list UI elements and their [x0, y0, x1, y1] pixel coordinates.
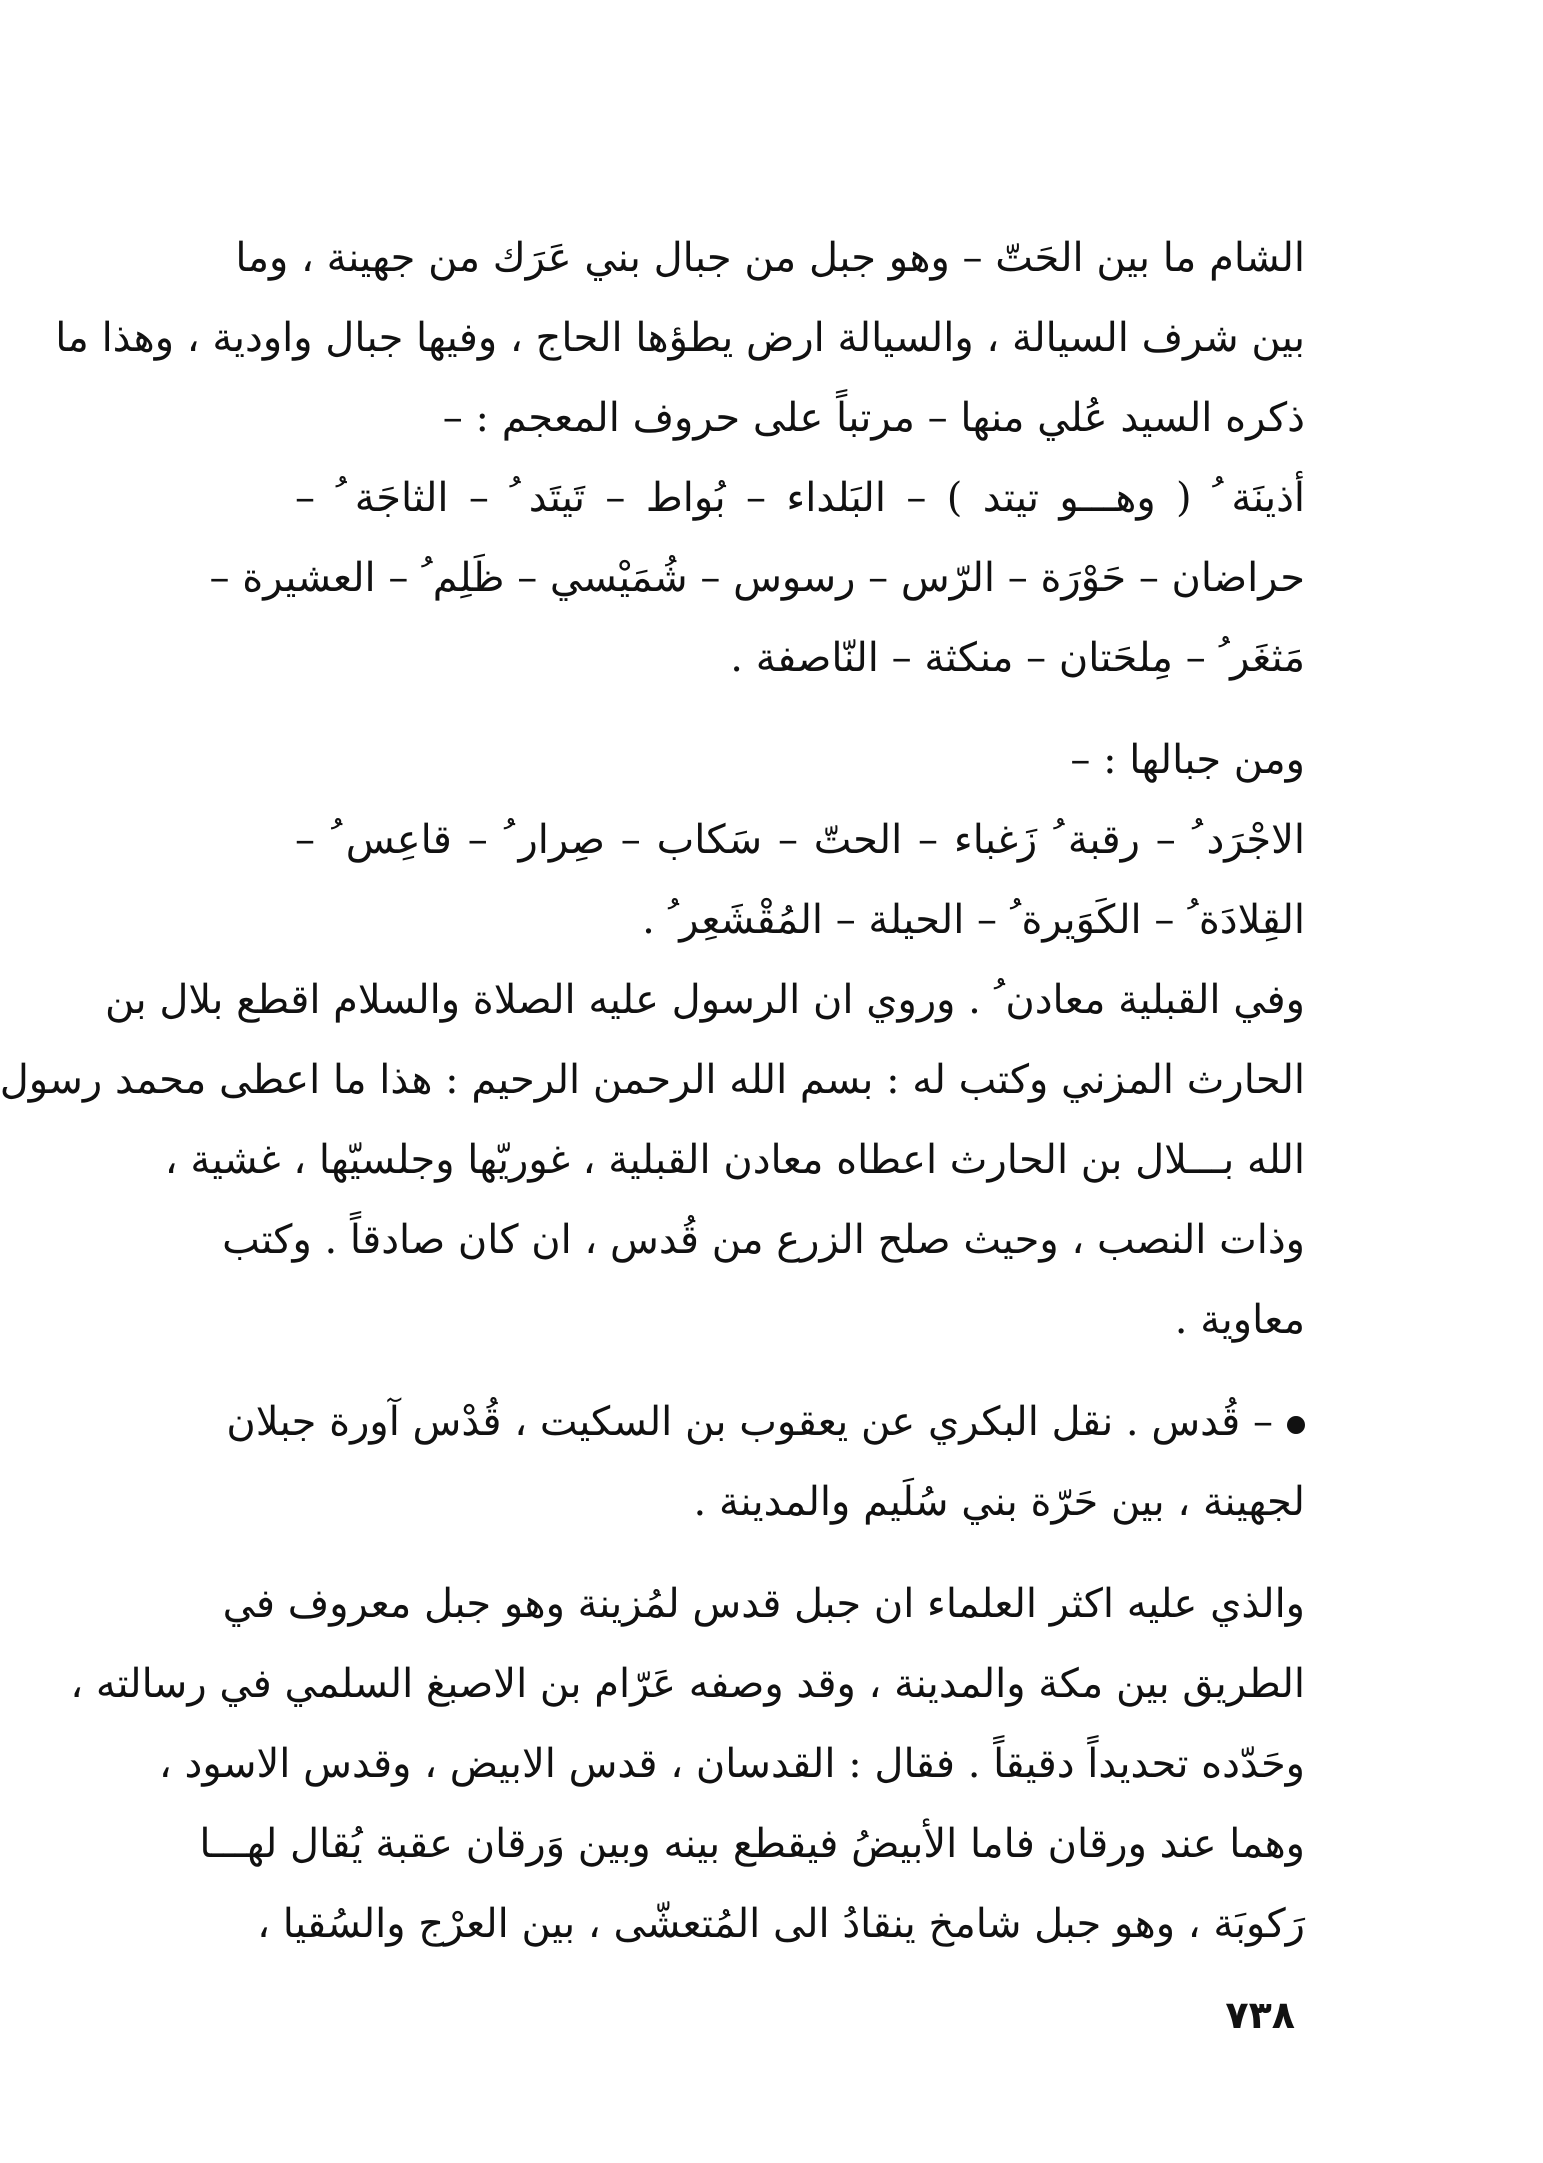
text-line: حراضان – حَوْرَة – الرّس – رسوس – شُمَيْسي – ظَلِم ُ – العشيرة – — [209, 555, 1305, 601]
paragraph-gap — [295, 698, 1305, 720]
paragraph — [295, 720, 1305, 800]
text-line: الطريق بين مكة والمدينة ، وقد وصفه عَرّام بن الاصبغ السلمي في رسالته ، — [70, 1661, 1305, 1707]
text-line: وحَدّده تحديداً دقيقاً . فقال : القدسان ، قدس الابيض ، وقدس الاسود ، — [158, 1741, 1305, 1787]
bullet-paragraph — [226, 1382, 1305, 1542]
text-line: الله بـــلال بن الحارث اعطاه معادن القبلية ، غوريّها وجلسيّها ، غشية ، — [164, 1137, 1305, 1183]
page-number: ٧٣٨ — [1225, 1993, 1295, 2037]
paragraph-gap — [295, 1542, 1305, 1564]
text-line: وذات النصب ، وحيث صلح الزرع من قُدس ، ان كان صادقاً . وكتب — [222, 1217, 1305, 1263]
text-line: القِلادَة ُ – الكَوَيرة ُ – الحيلة – المُقْشَعِر ُ . — [642, 897, 1305, 943]
text-line: رَكوبَة ، وهو جبل شامخ ينقادُ الى المُتعشّى ، بين العرْج والسُقيا ، — [257, 1901, 1305, 1947]
text-line: أذينَة ُ ( وهـــو تيتد ) – البَلداء – بُواط – تَيتَد ُ – الثاجَة ُ – — [295, 475, 1305, 521]
text-line: والذي عليه اكثر العلماء ان جبل قدس لمُزينة وهو جبل معروف في — [222, 1581, 1305, 1627]
paragraph — [55, 218, 1305, 458]
text-line: الشام ما بين الحَتّ – وهو جبل من جبال بني عَرَك من جهينة ، وما — [235, 235, 1305, 281]
text-line: وهما عند ورقان فاما الأبيضُ فيقطع بينه وبين وَرقان عقبة يُقال لهـــا — [199, 1821, 1305, 1867]
paragraph — [0, 960, 1305, 1360]
text-line: مَثغَر ُ – مِلحَتان – منكثة – النّاصفة . — [730, 635, 1305, 681]
page-body — [0, 218, 1305, 1964]
text-line: لجهينة ، بين حَرّة بني سُلَيم والمدينة . — [693, 1479, 1305, 1525]
text-line: الحارث المزني وكتب له : بسم الله الرحمن الرحيم : هذا ما اعطى محمد رسول — [0, 1057, 1305, 1103]
text-line — [226, 1382, 1305, 1462]
text-line: ذكره السيد عُلي منها – مرتباً على حروف المعجم : – — [442, 395, 1305, 441]
paragraph-gap — [295, 1360, 1305, 1382]
bullet-text: – قُدس . نقل البكري عن يعقوب بن السكيت ، قُدْس آورة جبلان — [226, 1399, 1273, 1445]
text-line: ومن جبالها : – — [1070, 737, 1305, 783]
text-line: الاجْرَد ُ – رقبة ُ زَغباء – الحتّ – سَكاب – صِرار ُ – قاعِس ُ – — [295, 817, 1305, 863]
bullet-icon — [1287, 1416, 1305, 1434]
paragraph — [70, 1564, 1305, 1964]
text-line: وفي القبلية معادن ُ . وروي ان الرسول عليه الصلاة والسلام اقطع بلال بن — [105, 977, 1305, 1023]
text-line: معاوية . — [1174, 1297, 1305, 1343]
paragraph — [209, 458, 1305, 698]
paragraph — [295, 800, 1305, 960]
text-line: بين شرف السيالة ، والسيالة ارض يطؤها الحاج ، وفيها جبال واودية ، وهذا ما — [55, 315, 1305, 361]
